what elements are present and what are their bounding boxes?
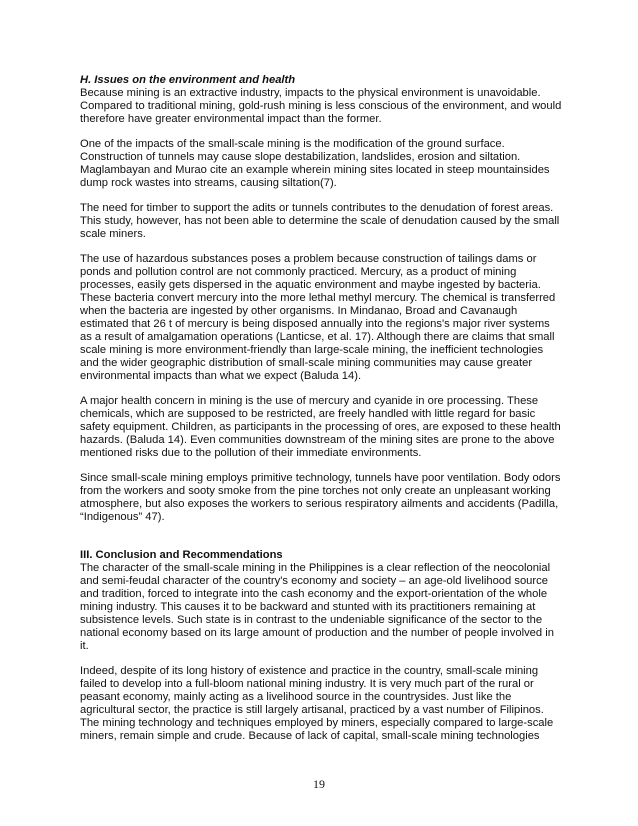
section-heading-conclusion: III. Conclusion and Recommendations [80,549,283,561]
paragraph: A major health concern in mining is the use of mercury and cyanide in ore processing. These chemicals, which are supposed to be restricted, are freely handled with little regard for basic safety equipment. Children, as participants in the processing of ores, are exposed to these health hazards. (Baluda 14). Even communities downstream of the mining sites are prone to the above mentioned risks due to the pollution of their immediate environments. [80,395,561,459]
paragraph: Indeed, despite of its long history of existence and practice in the country, small-scale mining failed to develop into a full-bloom national mining industry. It is very much part of the rural or peasant economy, mainly acting as a livelihood source in the countrysides. Just like the agricultural sector, the practice is still largely artisanal, practiced by a vast number of Filipinos. The mining technology and techniques employed by miners, especially compared to large-scale miners, remain simple and crude. Because of lack of capital, small-scale mining technologies [80,665,554,742]
paragraph: The need for timber to support the adits or tunnels contributes to the denudation of forest areas. This study, however, has not been able to determine the scale of denudation caused by the small scale miners. [80,202,560,240]
paragraph: Because mining is an extractive industry, impacts to the physical environment is unavoidable. Compared to traditional mining, gold-rush mining is less conscious of the environment, and would therefore have greater environmental impact than the former. [80,87,562,125]
document-page [80,74,564,755]
section-heading-environment-health: H. Issues on the environment and health [80,74,296,86]
paragraph: Since small-scale mining employs primitive technology, tunnels have poor ventilation. Body odors from the workers and sooty smoke from the pine torches not only create an unpleasant working atmosphere, but also exposes the workers to serious respiratory ailments and accidents (Padilla, “Indigenous” 47). [80,472,561,523]
paragraph: The character of the small-scale mining in the Philippines is a clear reflection of the neocolonial and semi-feudal character of the country's economy and society – an age-old livelihood source and tradition, forced to integrate into the cash economy and the export-orientation of the whole mining industry. This causes it to be backward and stunted with its practitioners remaining at subsistence levels. Such state is in contrast to the undeniable significance of the sector to the national economy based on its large amount of production and the number of people involved in it. [80,562,554,652]
paragraph: The use of hazardous substances poses a problem because construction of tailings dams or ponds and pollution control are not commonly practiced. Mercury, as a product of mining processes, easily gets dispersed in the aquatic environment and maybe ingested by bacteria. These bacteria convert mercury into the more lethal methyl mercury. The chemical is transferred when the bacteria are ingested by other organisms. In Mindanao, Broad and Cavanaugh estimated that 26 t of mercury is being disposed annually into the regions's major river systems as a result of amalgamation operations (Lanticse, et al. 17). Although there are claims that small scale mining is more environment-friendly than large-scale mining, the inefficient technologies and the wider geographic distribution of small-scale mining communities may cause greater environmental impacts than what we expect (Baluda 14). [80,253,556,382]
page-number: 19 [313,777,325,791]
paragraph: One of the impacts of the small-scale mining is the modification of the ground surface. Construction of tunnels may cause slope destabilization, landslides, erosion and siltation. Maglambayan and Murao cite an example wherein mining sites located in steep mountainsides dump rock wastes into streams, causing siltation(7). [80,138,550,189]
